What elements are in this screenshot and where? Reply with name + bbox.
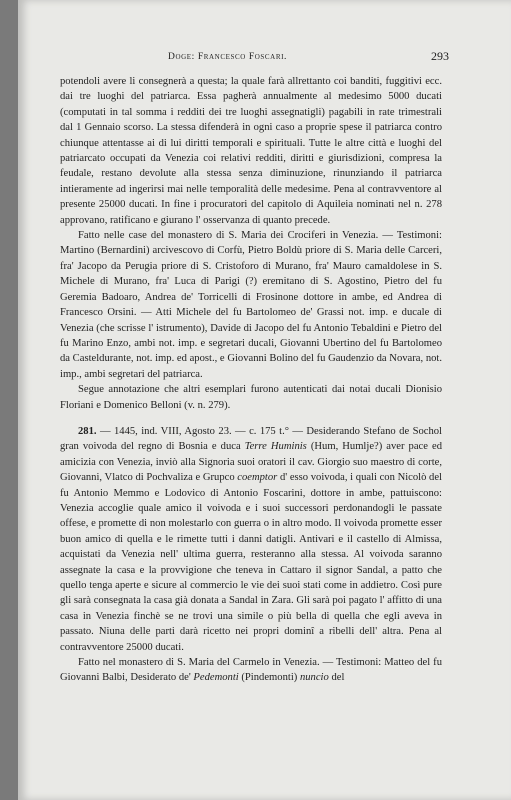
entry-text: d' esso voivoda, i quali con Nicolò del fu Antonio Memmo e Lodovico di Antonio Foscarini, dottore in ambe, pattuiscono: Venezia accoglie quale amico il voivoda e i suoi successori perdonandogli le passate offese, e promette di non molestarlo con guerra o in altro modo. Il voivoda promette esser buon amico di quella e le rimette tutti i danni datigli. Antivari e il castello di Almissa, acquistati da Venezia nell' ultima guerra, resteranno alla stessa. Al voivoda saranno assegnate la casa e la provvigione che teneva in Cattaro il signor Sandal, a patto che quello tenga aperte e sicure al commercio le vie dei suoi stati come in addietro. Così pure gli sarà consegnata la casa già donata a Sandal in Zara. Gli sarà poi pagato l' affitto di una casa in Venezia finchè se ne trovi una simile o più bella di quella che egli aveva in passato. Niuna delle parti darà ricetto nei propri dominî a ribelli dell' altra. Pena al contravventore 25000 ducati.: [60, 472, 442, 653]
entry-text: (Hum, Humlje?) aver pace ed amicizia con Venezia, inviò alla Signoria suoi oratori il cav. Giorgio suo maestro di corte, Giovanni, Vlatco di Pochvaliza e Grupco: [60, 441, 442, 484]
italic-term: coemptor: [237, 472, 278, 484]
paragraph-entry-281-witnesses: [60, 655, 442, 686]
entry-text: (Pindemonti): [238, 672, 300, 684]
paragraph-annotation: Segue annotazione che altri esemplari furono autenticati dai notai ducali Dionisio Floriani e Domenico Belloni (v. n. 279).: [60, 384, 442, 411]
entry-281: [60, 424, 442, 655]
italic-term: nuncio: [299, 672, 329, 684]
italic-term: Terre Huminis: [244, 441, 307, 453]
entry-text: del: [328, 672, 345, 684]
paragraph-witnesses: Fatto nelle case del monastero di S. Maria dei Crociferi in Venezia. — Testimoni: Martino (Bernardini) arcivescovo di Corfù, Pietro Boldù priore di S. Maria delle Carceri, fra' Jacopo da Perugia priore di S. Cristoforo di Murano, fra' Mauro camaldolese in S. Michele di Murano, fra' Luca di Parigi (?) eremitano di S. Agostino, Pietro del fu Geremia Badoaro, Andrea de' Torricelli di Frosinone dottore in ambe, ed Andrea di Francesco Orsini. — Atti Michele del fu Bartolomeo de' Grassi not. imp. e ducale di Venezia (che scrisse l' istrumento), Davide di Jacopo del fu Antonio Tebaldini e Pietro del fu Marino Enzo, ambi not. imp. e segretari ducali, Giovanni Ubertino del fu Bartolomeo da Casteldurante, not. imp. ed apost., e Giovanni Bolino del fu Gaudenzio da Novara, not. imp., ambi segretari del patriarca.: [60, 230, 442, 380]
running-title: Doge: Francesco Foscari.: [168, 52, 287, 62]
entry-text: — 1445, ind. VIII, Agosto 23. — c. 175 t.° — Desiderando Stefano de Sochol gran voivoda del regno di Bosnia e duca: [60, 425, 442, 453]
italic-term: Pedemonti: [193, 672, 239, 684]
page-number: 293: [431, 49, 449, 63]
entry-number: 281.: [78, 425, 97, 437]
entry-text: Fatto nel monastero di S. Maria del Carmelo in Venezia. — Testimoni: Matteo del fu Giovanni Balbi, Desiderato de': [60, 657, 442, 684]
document-body: [60, 74, 442, 686]
page-header: [18, 49, 511, 68]
paragraph-continuation: potendoli avere li consegnerà a questa; la quale farà allrettanto coi banditi, fuggitivi ecc. dai tre luoghi del patriarca. Essa pagherà annualmente al medesimo 5000 ducati (computati in tal somma i redditi dei tre luoghi assegnatigli) pagabili in rate trimestrali dal 1 Gennaio scorso. La stessa difenderà in ogni caso a proprie spese il patriarca contro chiunque attentasse ai di lui diritti temporali e spirituali. Tutte le altre città e luoghi del patriarcato occupati da Venezia coi relativi redditi, diritti e giurisdizioni, compresa la feudale, restano devolute alla stessa senza diminuzione, rinunziando il patriarca intieramente ad ingerirsi mai nelle temporalità delle medesime. Pena al contravventore al presente 25000 ducati. In fine i procuratori del capitolo di Aquileia nominati nel n. 278 approvano, ratificano e giurano l' osservanza di quanto precede.: [60, 76, 442, 226]
document-page: [18, 0, 511, 800]
